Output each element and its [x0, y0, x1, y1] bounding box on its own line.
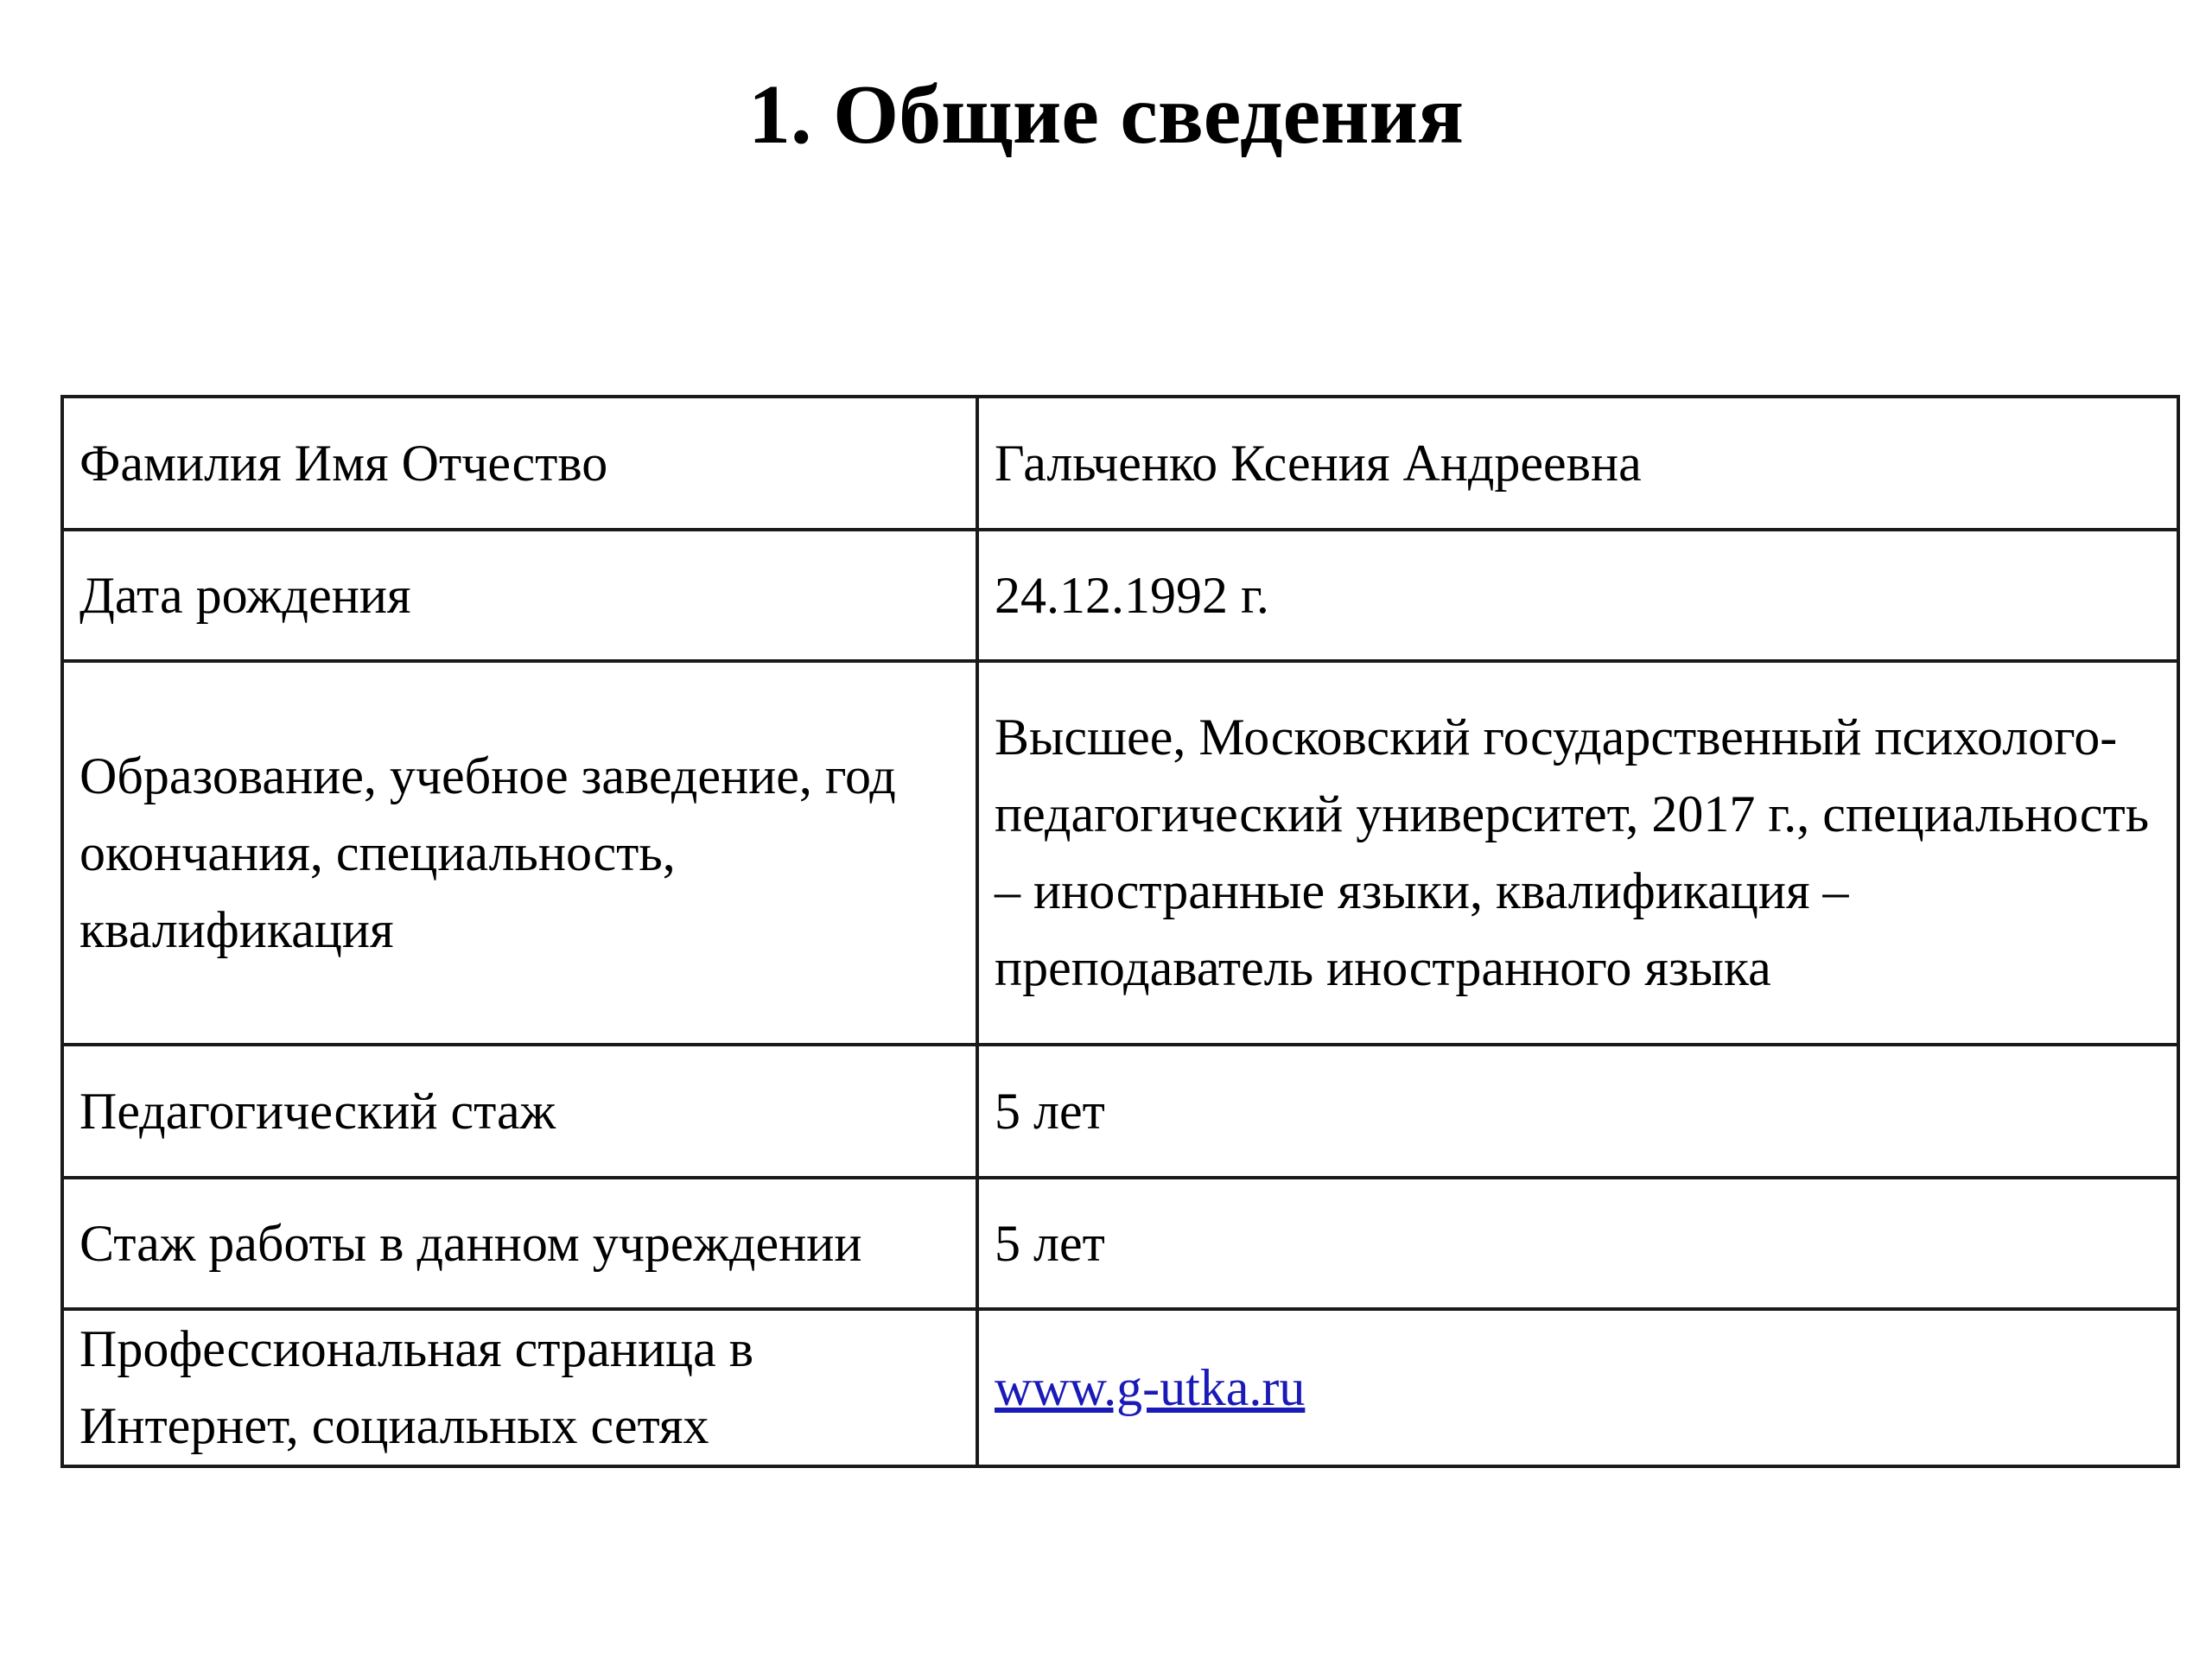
row-value: Высшее, Московский государственный психолого-педагогический университет, 2017 г., специальность – иностранные языки, квалификация – преподаватель иностранного языка — [977, 661, 2178, 1045]
table-row — [62, 530, 2178, 661]
table-row — [62, 1045, 2178, 1178]
row-label: Дата рождения — [62, 530, 977, 661]
table-row — [62, 661, 2178, 1045]
info-table — [60, 395, 2180, 1468]
table-row — [62, 1309, 2178, 1466]
row-label: Стаж работы в данном учреждении — [62, 1178, 977, 1309]
table-row — [62, 397, 2178, 530]
website-link[interactable]: www.g-utka.ru — [995, 1358, 1306, 1416]
row-value — [977, 1309, 2178, 1466]
row-value: 5 лет — [977, 1178, 2178, 1309]
table-row — [62, 1178, 2178, 1309]
row-label: Образование, учебное заведение, год окончания, специальность, квалификация — [62, 661, 977, 1045]
row-value: Гальченко Ксения Андреевна — [977, 397, 2178, 530]
row-label: Профессиональная страница в Интернет, социальных сетях — [62, 1309, 977, 1466]
row-label: Фамилия Имя Отчество — [62, 397, 977, 530]
row-value: 24.12.1992 г. — [977, 530, 2178, 661]
row-label: Педагогический стаж — [62, 1045, 977, 1178]
row-value: 5 лет — [977, 1045, 2178, 1178]
page-title: 1. Общие сведения — [747, 68, 1465, 162]
